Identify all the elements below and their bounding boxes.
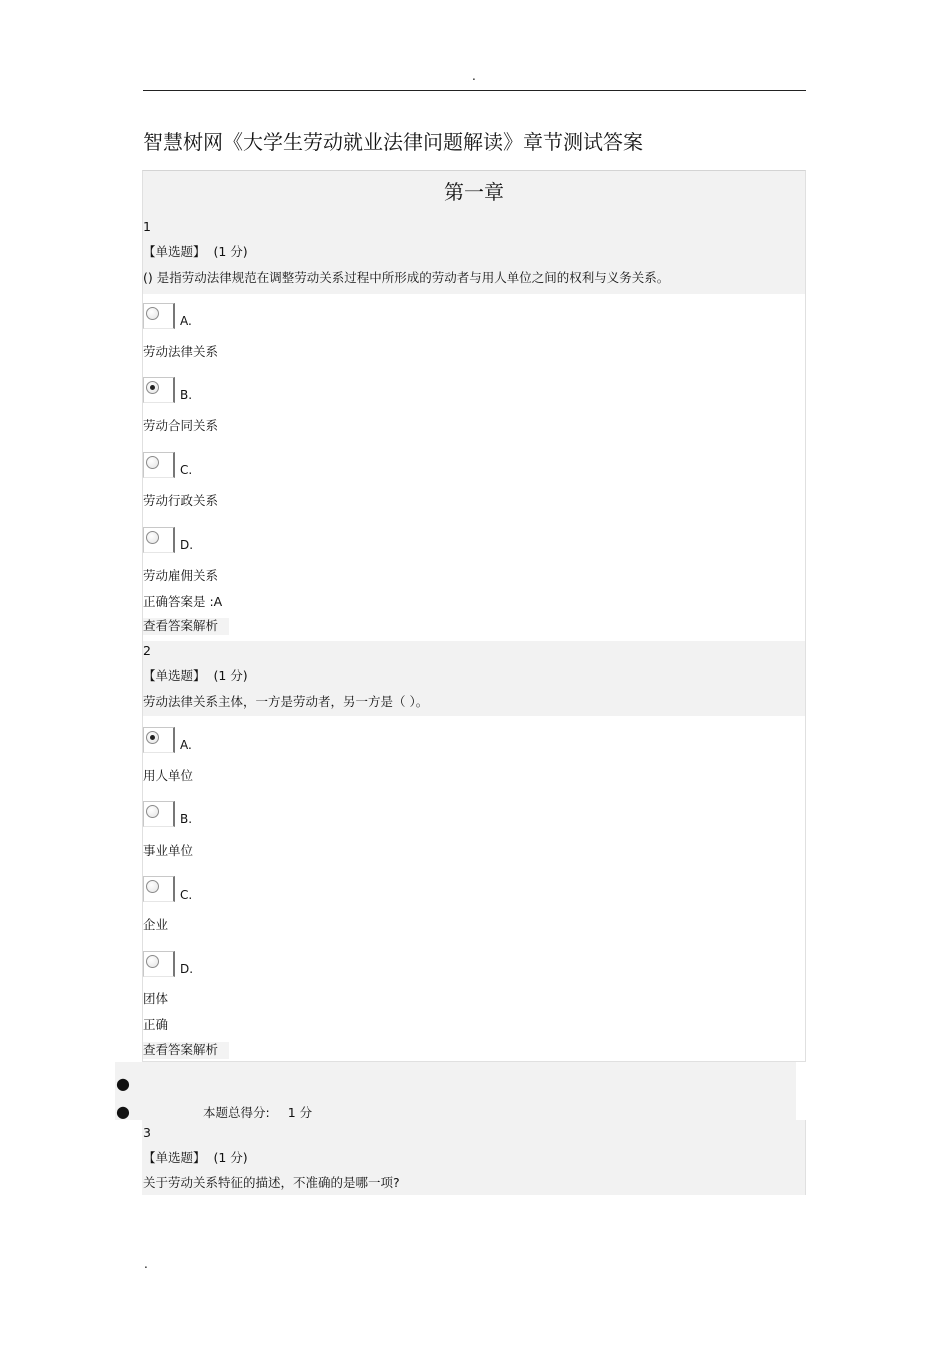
question-1-option-d-text: 劳动雇佣关系 <box>143 568 219 583</box>
question-1-answer: 正确答案是 :A <box>143 594 223 609</box>
question-2-option-c-letter: C. <box>180 888 193 902</box>
question-2-points: (1 分) <box>213 668 248 683</box>
question-2-type: 【单选题】 <box>143 668 206 683</box>
score-label: 本题总得分: <box>203 1105 270 1120</box>
question-2-analysis-link[interactable]: 查看答案解析 <box>143 1042 219 1057</box>
question-3-text: 关于劳动关系特征的描述，不准确的是哪一项? <box>143 1175 400 1190</box>
question-2-meta <box>143 668 248 684</box>
question-1-text: () 是指劳动法律规范在调整劳动关系过程中所形成的劳动者与用人单位之间的权利与义务关系。 <box>143 270 670 285</box>
question-1-type: 【单选题】 <box>143 244 206 259</box>
question-3-type: 【单选题】 <box>143 1150 206 1165</box>
score-value: 1 分 <box>287 1105 313 1120</box>
question-2-option-d-text: 团体 <box>143 991 169 1006</box>
footer-mark: . <box>144 1257 148 1271</box>
question-3-meta <box>143 1150 248 1166</box>
question-2-option-a-radio[interactable] <box>143 727 175 753</box>
question-3-number: 3 <box>143 1125 151 1140</box>
question-2-option-c-radio[interactable] <box>143 876 175 902</box>
question-3-points: (1 分) <box>213 1150 248 1165</box>
question-1-option-b-radio[interactable] <box>143 377 175 403</box>
bullet-icon: ● <box>116 1074 130 1093</box>
document-title: 智慧树网《大学生劳动就业法律问题解读》章节测试答案 <box>143 130 643 154</box>
question-2-text: 劳动法律关系主体，一方是劳动者，另一方是（ ）。 <box>143 694 429 709</box>
question-2-option-d-letter: D. <box>180 962 194 976</box>
question-1-meta <box>143 244 248 260</box>
question-2-option-b-text: 事业单位 <box>143 843 194 858</box>
question-1-option-a-radio[interactable] <box>143 303 175 329</box>
question-2-score <box>203 1105 312 1121</box>
question-1-option-b-text: 劳动合同关系 <box>143 418 219 433</box>
question-1-option-d-radio[interactable] <box>143 527 175 553</box>
question-2-option-a-text: 用人单位 <box>143 768 194 783</box>
question-1-number: 1 <box>143 219 151 234</box>
chapter-frame <box>142 170 806 1062</box>
question-1-option-c-radio[interactable] <box>143 452 175 478</box>
question-1-option-d-letter: D. <box>180 538 194 552</box>
question-2-option-c-text: 企业 <box>143 917 169 932</box>
question-1-analysis-link[interactable]: 查看答案解析 <box>143 618 219 633</box>
question-2-option-d-radio[interactable] <box>143 951 175 977</box>
bullet-icon: ● <box>116 1102 130 1121</box>
question-1-option-a-letter: A. <box>180 314 192 328</box>
question-1-option-c-text: 劳动行政关系 <box>143 493 219 508</box>
chapter-heading: 第一章 <box>444 180 504 204</box>
question-2-number: 2 <box>143 643 151 658</box>
question-1-option-a-text: 劳动法律关系 <box>143 344 219 359</box>
question-1-option-c-letter: C. <box>180 463 193 477</box>
header-mark: . <box>472 69 476 83</box>
question-2-option-a-letter: A. <box>180 738 192 752</box>
header-rule <box>143 90 806 91</box>
question-2-answer: 正确 <box>143 1017 169 1032</box>
question-1-points: (1 分) <box>213 244 248 259</box>
question-2-option-b-radio[interactable] <box>143 801 175 827</box>
question-2-option-b-letter: B. <box>180 812 193 826</box>
question-1-option-b-letter: B. <box>180 388 193 402</box>
